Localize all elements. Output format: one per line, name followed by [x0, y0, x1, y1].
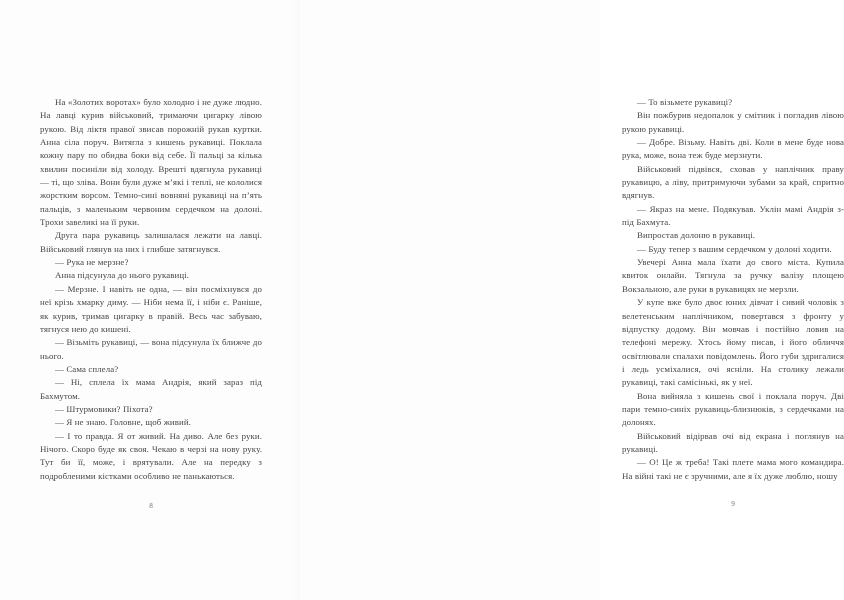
- page-left-paragraph: На «Золотих воротах» було холодно і не дуже людно. На лавці курив військовий, тримаючи цигарку лівою рукою. Від ліктя правої звисав порожній рукав куртки. Анна сіла поруч. Витягла з кишень рукавиці. Поклала кожну пару по обидва боки від себе. Її пальці за кілька хвилин посиніли від холоду. Врешті вдягнула рукавиці — ті, що зліва. Вони були дуже м’які і теплі, не кололися жорстким ворсом. Темно-сині вовняні рукавиці на п’ять пальців, з маленьким червоним сердечком на долоні. Трохи завеликі на її руки.: [40, 97, 262, 228]
- page-right-paragraph: — О! Це ж треба! Такі плете мама мого командира. На війні такі не є зручними, але я їх дуже люблю, ношу: [622, 457, 844, 481]
- page-left-paragraph: Друга пара рукавиць залишалася лежати на лавці. Військовий глянув на них і глибше затягнувся.: [40, 230, 262, 254]
- page-left-paragraph: — Мерзне. І навіть не одна, — він посміхнувся до неї крізь хмарку диму. — Ніби нема її, і ніби є. Раніше, як курив, тримав цигарку в правій. Весь час забуваю, тягнуся нею до кишені.: [40, 283, 262, 334]
- page-right-paragraph: Військовий підвівся, сховав у наплічник праву рукавицю, а ліву, притримуючи зубами за край, спритно вдягнув.: [622, 163, 844, 201]
- page-right-paragraph: Випростав долоню в рукавиці.: [637, 230, 756, 241]
- page-right-textblock: [622, 96, 844, 483]
- page-left-paragraph: Анна підсунула до нього рукавиці.: [55, 270, 189, 281]
- page-left-paragraph: — І то правда. Я от живий. На диво. Але без руки. Нічого. Скоро буде як своя. Чекаю в черзі на нову руку. Тут би її, може, і врятували. Але на передку з подробленими кістками особливо не панькаються.: [40, 430, 262, 481]
- page-right-paragraph: — Буду тепер з вашим сердечком у долоні ходити.: [637, 243, 832, 254]
- page-right-paragraph: Увечері Анна мала їхати до свого міста. Купила квиток онлайн. Тягнула за ручку валізу площею Вокзальною, але руки в рукавицях не мерзли.: [622, 257, 844, 294]
- page-left-paragraph: — Я не знаю. Головне, щоб живий.: [55, 417, 191, 428]
- page-right-paragraph: Військовий відірвав очі від екрана і поглянув на рукавиці.: [622, 430, 844, 454]
- page-right-paragraph: У купе вже було двоє юних дівчат і сивий чоловік з велетенським наплічником, повертався з фронту у відпустку додому. Він мовчав і постійно ловив на телефоні мережу. Хтось йому писав, і його обличчя освітлювали спалахи повідомлень. Його губи здригалися і ледь усміхалися, очі ясніли. На столику лежали рукавиці, такі самісінькі, як у неї.: [622, 297, 844, 388]
- page-right: [300, 0, 844, 600]
- page-left-folio: 8: [149, 502, 153, 510]
- page-right-folio: 9: [731, 500, 735, 508]
- page-left-paragraph: — Штурмовики? Піхота?: [55, 403, 153, 414]
- page-left-paragraph: — Рука не мерзне?: [55, 257, 129, 268]
- page-left-textblock: [40, 96, 262, 483]
- page-left-paragraph: — Візьміть рукавиці, — вона підсунула їх ближче до нього.: [40, 337, 262, 361]
- page-left-paragraph: — Ні, сплела їх мама Андрія, який зараз під Бахмутом.: [40, 377, 262, 401]
- page-right-paragraph: — Якраз на мене. Подякував. Уклін мамі Андрія з-під Бахмута.: [622, 203, 844, 228]
- page-right-paragraph: Вона вийняла з кишень свої і поклала поруч. Дві пари темно-синіх рукавиць-близнюків, з сердечками на долонях.: [622, 390, 844, 428]
- page-right-paragraph: Він пожбурив недопалок у смітник і погладив лівою рукою рукавиці.: [622, 110, 844, 134]
- page-left-paragraph: — Сама сплела?: [55, 363, 119, 374]
- page-left: [0, 0, 300, 600]
- page-right-paragraph: — То візьмете рукавиці?: [637, 97, 733, 107]
- page-right-paragraph: — Добре. Візьму. Навіть дві. Коли в мене буде нова рука, може, вона теж буде мерзнути.: [622, 137, 844, 161]
